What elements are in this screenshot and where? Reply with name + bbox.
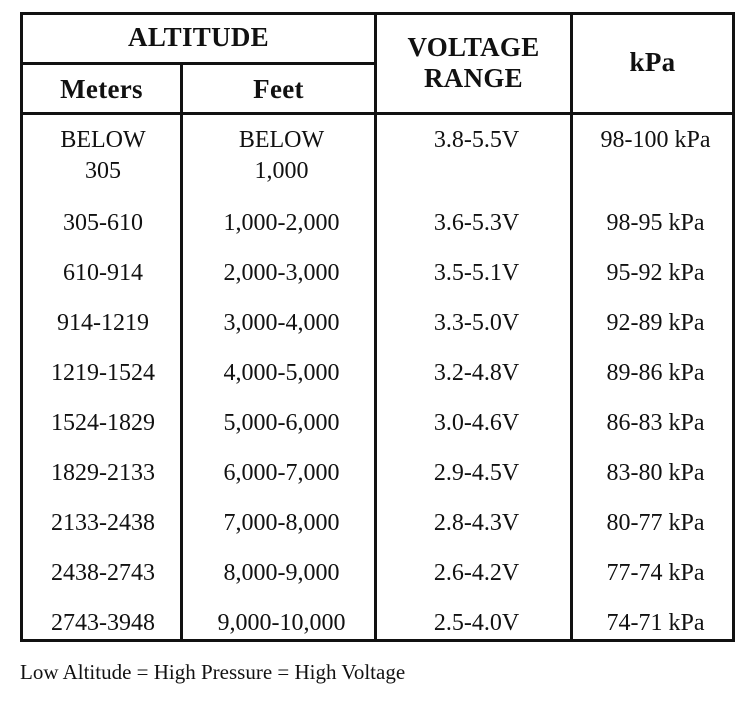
cell-kpa: 98-100 kPa bbox=[600, 127, 711, 153]
cell-feet: 6,000-7,000 bbox=[223, 460, 340, 486]
footnote: Low Altitude = High Pressure = High Voltage bbox=[20, 660, 406, 684]
cell-feet: 3,000-4,000 bbox=[223, 310, 340, 336]
cell-voltage: 2.5-4.0V bbox=[433, 610, 520, 636]
cell-kpa: 98-95 kPa bbox=[606, 210, 705, 236]
cell-voltage: 2.6-4.2V bbox=[433, 560, 520, 586]
cell-voltage: 3.2-4.8V bbox=[433, 360, 520, 386]
cell-kpa: 80-77 kPa bbox=[606, 510, 705, 536]
cell-meters: 305-610 bbox=[63, 210, 143, 236]
cell-voltage: 3.5-5.1V bbox=[433, 260, 520, 286]
cell-voltage: 2.8-4.3V bbox=[433, 510, 520, 536]
cell-voltage: 2.9-4.5V bbox=[433, 460, 520, 486]
cell-meters: 2438-2743 bbox=[51, 560, 155, 586]
divider-altitude-subheader bbox=[23, 62, 375, 65]
cell-kpa: 83-80 kPa bbox=[606, 460, 705, 486]
cell-kpa: 95-92 kPa bbox=[606, 260, 705, 286]
cell-meters: 1829-2133 bbox=[51, 460, 155, 486]
cell-voltage: 3.0-4.6V bbox=[433, 410, 520, 436]
cell-feet: 5,000-6,000 bbox=[223, 410, 340, 436]
cell-kpa: 74-71 kPa bbox=[606, 610, 705, 636]
cell-meters: 1524-1829 bbox=[51, 410, 155, 436]
header-altitude: ALTITUDE bbox=[128, 22, 269, 52]
cell-kpa: 92-89 kPa bbox=[606, 310, 705, 336]
cell-feet-line2: 1,000 bbox=[254, 158, 309, 184]
cell-kpa: 89-86 kPa bbox=[606, 360, 705, 386]
header-voltage-line2: RANGE bbox=[423, 63, 523, 93]
cell-feet: 7,000-8,000 bbox=[223, 510, 340, 536]
cell-feet: 8,000-9,000 bbox=[223, 560, 340, 586]
header-voltage-line1: VOLTAGE bbox=[407, 32, 540, 62]
cell-feet: 9,000-10,000 bbox=[217, 610, 346, 636]
cell-feet: 1,000-2,000 bbox=[223, 210, 340, 236]
header-feet: Feet bbox=[253, 74, 304, 104]
cell-meters: 610-914 bbox=[63, 260, 143, 286]
header-meters: Meters bbox=[60, 74, 143, 104]
altitude-voltage-table bbox=[20, 12, 735, 642]
cell-meters: 914-1219 bbox=[57, 310, 149, 336]
header-kpa: kPa bbox=[629, 47, 676, 77]
cell-kpa: 86-83 kPa bbox=[606, 410, 705, 436]
divider-header-body bbox=[23, 112, 732, 115]
cell-feet: 2,000-3,000 bbox=[223, 260, 340, 286]
cell-voltage: 3.8-5.5V bbox=[433, 127, 520, 153]
cell-meters: 2133-2438 bbox=[51, 510, 155, 536]
cell-voltage: 3.6-5.3V bbox=[433, 210, 520, 236]
cell-feet-line1: BELOW bbox=[238, 127, 325, 153]
cell-voltage: 3.3-5.0V bbox=[433, 310, 520, 336]
cell-feet: 4,000-5,000 bbox=[223, 360, 340, 386]
cell-meters-line2: 305 bbox=[85, 158, 121, 184]
cell-meters: 1219-1524 bbox=[51, 360, 155, 386]
cell-kpa: 77-74 kPa bbox=[606, 560, 705, 586]
cell-meters: 2743-3948 bbox=[51, 610, 155, 636]
cell-meters-line1: BELOW bbox=[60, 127, 146, 153]
